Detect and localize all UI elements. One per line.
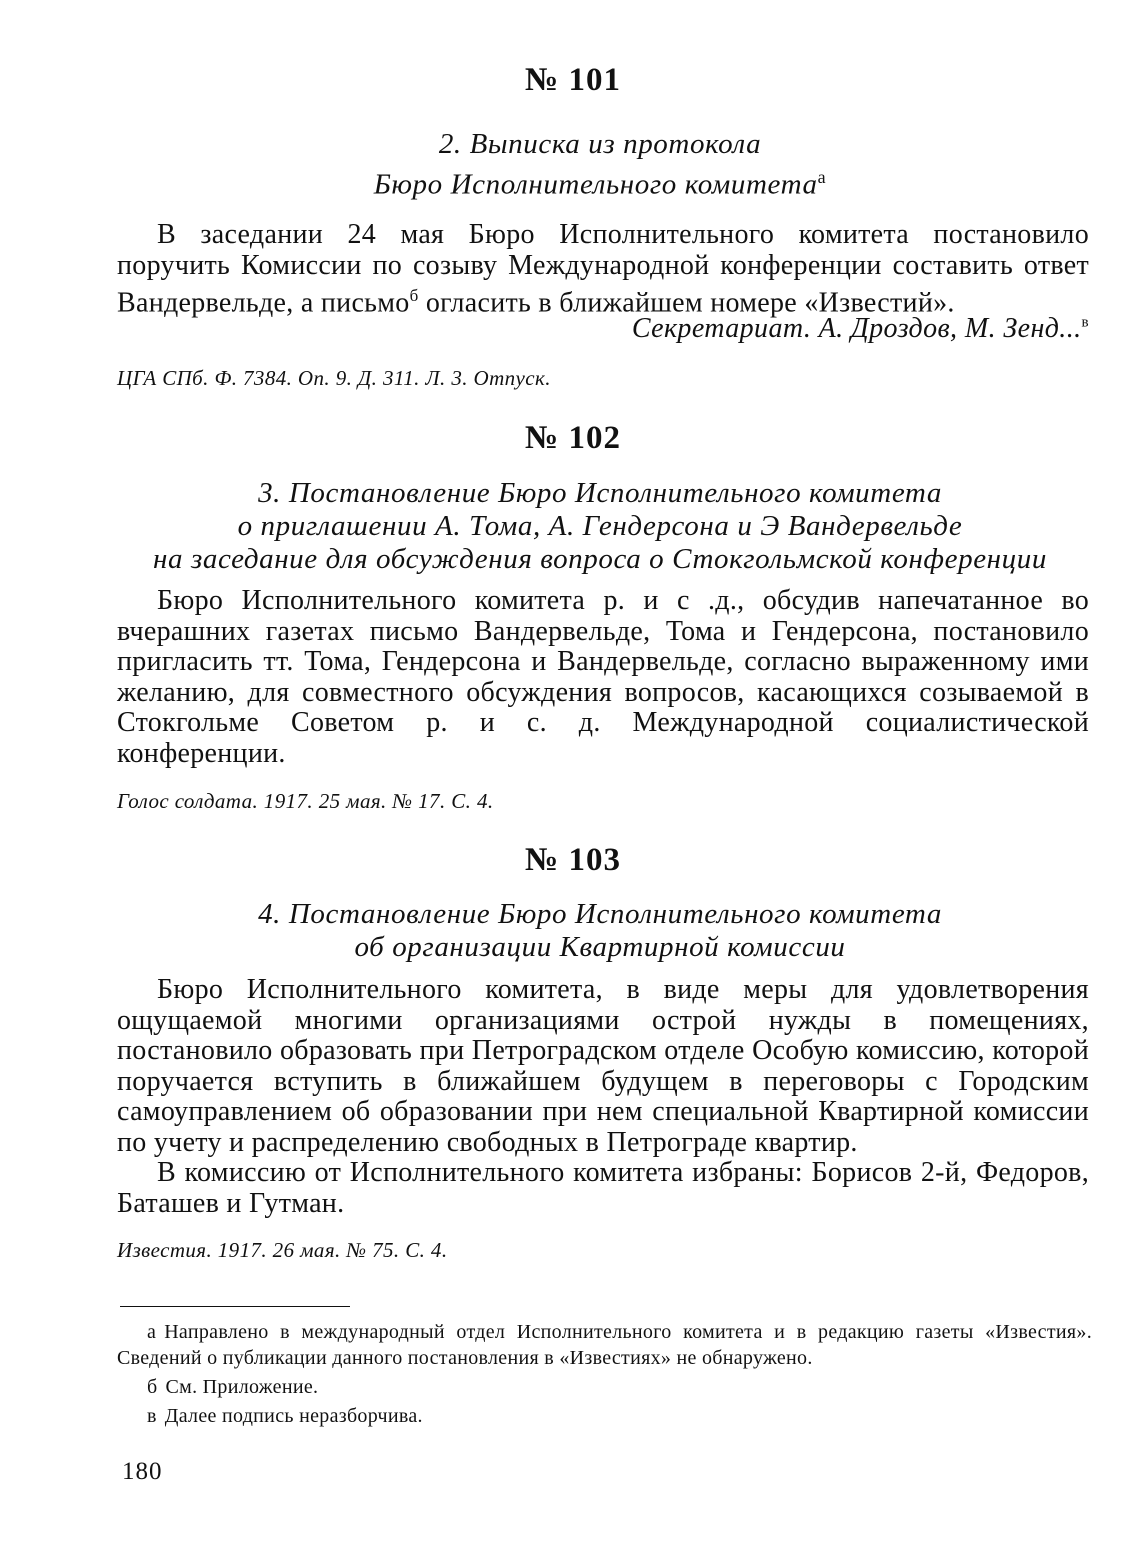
footnote-text: Далее подпись неразборчива.: [164, 1405, 423, 1427]
title-line: 3. Постановление Бюро Исполнительного комитета: [258, 477, 942, 509]
footnote-reference: а: [817, 167, 827, 187]
document-title-103: [100, 898, 1100, 964]
document-number-103: № 103: [525, 842, 621, 878]
footnote-mark: в: [147, 1405, 157, 1427]
paragraph: Бюро Исполнительного комитета, в виде меры для удовлетворения ощущаемой многими организациями острой нужды в помещениях, постановило образовать при Петроградском отделе Особую комиссию, которой поручается вступить в ближайшем будущем в переговоры с Городским самоуправлением об образовании при нем специальной Квартирной комиссии по учету и распределению свободных в Петрограде квартир.: [117, 974, 1089, 1158]
footnote-a: [117, 1319, 1092, 1371]
paragraph: В комиссию от Исполнительного комитета избраны: Борисов 2-й, Федоров, Баташев и Гутман.: [117, 1157, 1089, 1219]
title-line: 2. Выписка из протокола: [438, 128, 762, 160]
paragraph: В заседании 24 мая Бюро Исполнительного комитета постановило поручить Комиссии по созыву Международной конференции составить ответ Вандервельде, а письмо$^б$ огласить в ближайшем номере «Известий».: [117, 219, 1089, 319]
footnote-mark: б: [147, 1376, 158, 1398]
publication-source: Известия. 1917. 26 мая. № 75. С. 4.: [117, 1238, 448, 1262]
footnote-v: [117, 1403, 1092, 1429]
footnote-b: [117, 1374, 1092, 1400]
footnote-divider: [120, 1306, 350, 1307]
page-number: 180: [122, 1458, 163, 1485]
document-number-102: № 102: [525, 420, 621, 456]
title-line: об организации Квартирной комиссии: [354, 931, 846, 963]
footnote-reference: б: [409, 286, 419, 305]
footnotes: [117, 1319, 1092, 1432]
document-body-103: [117, 975, 1089, 1219]
title-line: Бюро Исполнительного комитета$^а$: [373, 167, 827, 201]
signature: Секретариат. А. Дроздов, М. Зенд...$^в$: [631, 313, 1089, 344]
footnote-text: Направлено в международный отдел Исполнительного комитета и в редакцию газеты «Известия». Сведений о публикации данного постановления в «Известиях» не обнаружено.: [117, 1321, 1092, 1369]
footnote-text: См. Приложение.: [165, 1376, 319, 1398]
publication-source: Голос солдата. 1917. 25 мая. № 17. С. 4.: [117, 789, 494, 813]
document-body-101: [117, 220, 1089, 319]
document-title-101: [100, 128, 1100, 202]
document-number-101: № 101: [525, 62, 621, 98]
document-body-102: [117, 586, 1089, 769]
title-line: о приглашении А. Тома, А. Гендерсона и Э Вандервельде: [237, 510, 963, 542]
archive-source: ЦГА СПб. Ф. 7384. Оп. 9. Д. 311. Л. 3. Отпуск.: [117, 366, 551, 390]
title-line: 4. Постановление Бюро Исполнительного комитета: [258, 898, 942, 930]
footnote-mark: а: [147, 1321, 157, 1343]
paragraph: Бюро Исполнительного комитета р. и с .д., обсудив напечатанное во вчерашних газетах письмо Вандервельде, Тома и Гендерсона, постановило пригласить тт. Тома, Гендерсона и Вандервельде, согласно выраженному ими желанию, для совместного обсуждения вопросов, касающихся созываемой в Стокгольме Советом р. и с. д. Международной социалистической конференции.: [117, 585, 1089, 769]
footnote-reference: в: [1081, 314, 1089, 331]
document-title-102: [100, 477, 1100, 576]
title-line: на заседание для обсуждения вопроса о Стокгольмской конференции: [153, 543, 1047, 575]
